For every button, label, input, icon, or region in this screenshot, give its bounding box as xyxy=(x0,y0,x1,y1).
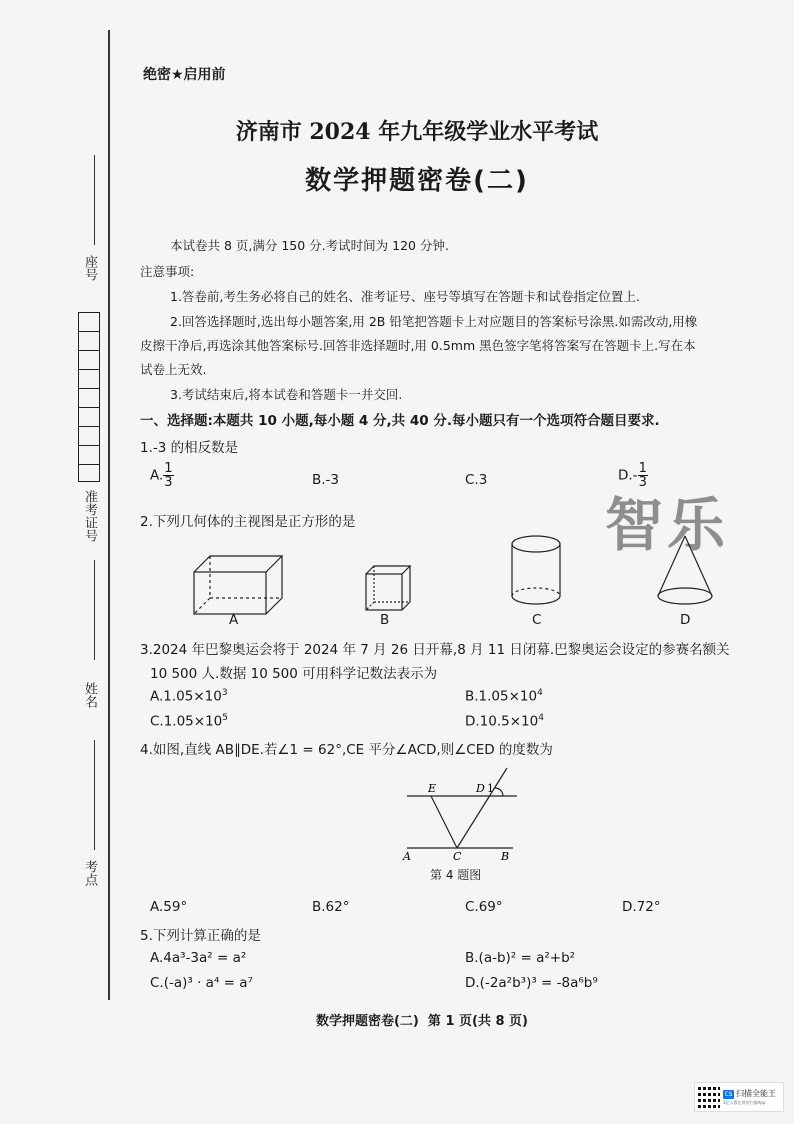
q3-c-base: C.1.05×10 xyxy=(150,713,223,730)
q1-option-b: B.-3 xyxy=(312,472,340,488)
section-1-heading: 一、选择题:本题共 10 小题,每小题 4 分,共 40 分.每小题只有一个选项符合题目要求. xyxy=(140,413,660,429)
qr-code-icon xyxy=(698,1086,720,1108)
q1-a-numerator: 1 xyxy=(164,461,173,476)
q2-label-a: A xyxy=(229,612,239,628)
page-footer: 数学押题密卷(二) 第 1 页(共 8 页) xyxy=(315,1014,528,1029)
exam-subtitle: 数学押题密卷(二) xyxy=(305,166,529,196)
q5-option-d: D.(-2a²b³)³ = -8a⁶b⁹ xyxy=(465,975,598,991)
note-2-line-1: 2.回答选择题时,选出每小题答案,用 2B 铅笔把答题卡上对应题目的答案标号涂黑.如需改动,用橡 xyxy=(170,314,698,329)
q3-d-exponent: 4 xyxy=(538,713,544,723)
scanner-logo-icon: CS xyxy=(724,1090,733,1098)
note-3: 3.考试结束后,将本试卷和答题卡一并交回. xyxy=(170,387,403,402)
q4-label-b: B xyxy=(501,850,510,863)
q1-option-a xyxy=(150,462,174,489)
q3-d-base: D.10.5×10 xyxy=(465,713,539,730)
q4-option-b: B.62° xyxy=(312,899,350,915)
q5-option-a: A.4a³-3a² = a² xyxy=(150,950,247,966)
q3-a-exponent: 3 xyxy=(221,688,228,698)
q5-option-c: C.(-a)³ · a⁴ = a⁷ xyxy=(150,975,253,991)
q1-a-prefix: A. xyxy=(150,467,164,484)
q1-a-fraction xyxy=(163,462,173,489)
q3-line-2: 10 500 人.数据 10 500 可用科学记数法表示为 xyxy=(150,666,438,682)
q1-option-c: C.3 xyxy=(465,472,488,488)
q3-b-base: B.1.05×10 xyxy=(465,688,538,705)
q2-figures xyxy=(180,530,720,630)
exam-number-boxes xyxy=(78,312,100,482)
side-label-name: 姓名 xyxy=(82,682,97,708)
q1-d-numerator: 1 xyxy=(638,461,647,476)
name-line xyxy=(94,740,95,850)
q4-label-1: 1 xyxy=(487,782,494,795)
q3-option-c xyxy=(150,713,228,730)
side-label-exam-number: 准考证号 xyxy=(82,490,97,542)
q3-option-a xyxy=(150,688,228,705)
scanner-badge xyxy=(694,1082,784,1112)
q2-figure-a-cuboid xyxy=(194,556,282,614)
q4-angle-1-arc xyxy=(495,788,503,796)
q1-d-prefix: D.- xyxy=(618,467,638,484)
q3-option-d xyxy=(465,713,544,730)
exam-number-line xyxy=(94,560,95,660)
q2-label-d: D xyxy=(680,612,691,628)
q4-label-a: A xyxy=(403,850,411,863)
side-label-seat: 座号 xyxy=(82,255,97,281)
notes-heading: 注意事项: xyxy=(140,264,195,279)
q5-option-b: B.(a-b)² = a²+b² xyxy=(465,950,576,966)
q4-line-cd xyxy=(457,768,507,848)
q4-figure xyxy=(395,760,535,864)
q4-caption: 第 4 题图 xyxy=(430,868,482,882)
exam-title: 济南市 2024 年九年级学业水平考试 xyxy=(235,119,599,145)
q1-d-denominator: 3 xyxy=(638,475,647,490)
q4-option-c: C.69° xyxy=(465,899,503,915)
q4-option-a: A.59° xyxy=(150,899,188,915)
q3-c-exponent: 5 xyxy=(222,713,229,723)
side-label-exam-site: 考点 xyxy=(82,860,97,886)
q3-a-base: A.1.05×10 xyxy=(150,688,222,705)
q2-figure-b-cube xyxy=(366,566,410,610)
q5-stem: 5.下列计算正确的是 xyxy=(140,928,261,944)
scanner-label: 扫描全能王 xyxy=(736,1089,776,1098)
note-2-line-3: 试卷上无效. xyxy=(140,362,207,377)
q4-label-c: C xyxy=(453,850,462,863)
q1-stem: 1.-3 的相反数是 xyxy=(140,440,239,456)
q4-label-d: D xyxy=(476,782,485,795)
note-1: 1.答卷前,考生务必将自己的姓名、准考证号、座号等填写在答题卡和试卷指定位置上. xyxy=(170,289,640,304)
q4-segment-ce xyxy=(431,796,457,848)
q3-option-b xyxy=(465,688,543,705)
q4-stem: 4.如图,直线 AB∥DE.若∠1 = 62°,CE 平分∠ACD,则∠CED 的度数为 xyxy=(140,742,553,758)
watermark-text: 智乐 xyxy=(605,491,730,559)
q1-a-denominator: 3 xyxy=(164,475,173,490)
scanner-sublabel: 3亿人都在用的扫描App xyxy=(723,1099,766,1105)
q2-figure-c-cylinder xyxy=(512,536,560,604)
q3-line-1: 3.2024 年巴黎奥运会将于 2024 年 7 月 26 日开幕,8 月 11 日闭幕.巴黎奥运会设定的参赛名额关 xyxy=(140,642,730,658)
note-2-line-2: 皮擦干净后,再选涂其他答案标号.回答非选择题时,用 0.5mm 黑色签字笔将答案写在答题卡上.写在本 xyxy=(140,338,696,353)
secret-tag: 绝密★启用前 xyxy=(143,67,226,83)
q4-option-d: D.72° xyxy=(622,899,661,915)
q2-figure-d-cone xyxy=(658,536,712,604)
q2-label-b: B xyxy=(380,612,390,628)
q2-stem: 2.下列几何体的主视图是正方形的是 xyxy=(140,514,356,530)
q2-label-c: C xyxy=(532,612,542,628)
q3-b-exponent: 4 xyxy=(537,688,543,698)
q4-label-e: E xyxy=(428,782,437,795)
exam-info: 本试卷共 8 页,满分 150 分.考试时间为 120 分钟. xyxy=(170,238,449,253)
